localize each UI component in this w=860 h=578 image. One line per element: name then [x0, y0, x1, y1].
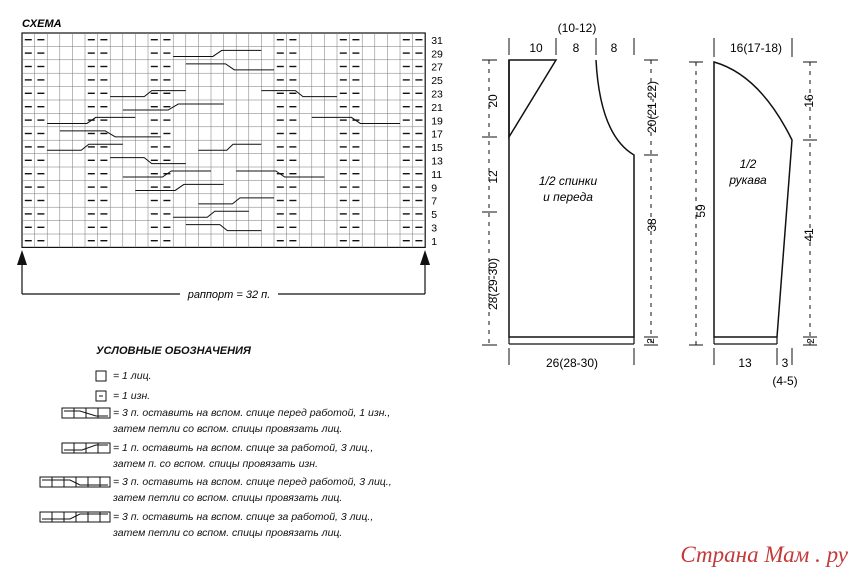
cable-symbol-4-icon: [40, 512, 110, 522]
body-label-line2: и переда: [543, 190, 593, 204]
row-number: 7: [431, 195, 438, 208]
sleeve-bottom-dim-3: (4-5): [772, 374, 798, 388]
sleeve-label-line1: 1/2: [739, 157, 757, 171]
legend-text: = 3 п. оставить на вспом. спице перед работой, 1 изн., затем петли со вспом. спицы провязать лиц.: [113, 407, 391, 435]
cable-symbol-1-icon: [62, 408, 110, 418]
row-numbers: [431, 35, 443, 248]
sleeve-pattern-outline: [714, 62, 792, 337]
legend-text: = 3 п. оставить на вспом. спице перед работой, 3 лиц., затем петли со вспом. спицы провязать лиц.: [113, 476, 392, 504]
sleeve-right-dim-2: 41: [802, 228, 816, 242]
legend-symbols: [40, 371, 110, 522]
site-watermark: Страна Мам . ру: [680, 542, 848, 567]
body-right-dim-3: 2: [646, 338, 657, 344]
body-right-dim-1: 20(21-22): [645, 80, 659, 134]
body-right-dim-2: 38: [645, 218, 659, 232]
repeat-label: раппорт = 32 п.: [187, 289, 271, 301]
row-number: 15: [431, 142, 443, 155]
cable-symbol-3-icon: [40, 477, 110, 487]
legend-text: = 1 изн.: [113, 390, 151, 402]
sleeve-left-dim: 59: [694, 204, 708, 218]
chart-title: СХЕМА: [22, 18, 62, 30]
legend-title: УСЛОВНЫЕ ОБОЗНАЧЕНИЯ: [96, 345, 251, 357]
row-number: 9: [431, 182, 438, 195]
body-top-dim-2: 8: [572, 41, 580, 55]
cable-symbol-2-icon: [62, 443, 110, 453]
knitting-chart-grid: [22, 33, 425, 247]
body-bottom-dim: 26(28-30): [545, 356, 599, 370]
sleeve-bottom-dim-1: 13: [738, 356, 752, 370]
row-number: 11: [431, 168, 443, 181]
sleeve-bottom-dim-2: 3: [781, 356, 789, 370]
row-number: 21: [431, 101, 443, 114]
row-number: 19: [431, 115, 443, 128]
row-number: 23: [431, 88, 443, 101]
row-number: 13: [431, 155, 443, 168]
row-number: 5: [431, 209, 438, 222]
sleeve-right-dim-1: 16: [802, 94, 816, 108]
legend-text: = 3 п. оставить на вспом. спице за работой, 3 лиц., затем петли со вспом. спицы провязать лиц.: [113, 511, 374, 539]
body-top-dim-1: 10: [529, 41, 543, 55]
legend-text: = 1 лиц.: [113, 370, 152, 382]
row-number: 27: [431, 61, 443, 74]
sleeve-label-line2: рукава: [729, 173, 767, 187]
body-left-dim-2: 12: [486, 170, 500, 184]
body-neck-dim: (10-12): [557, 21, 597, 35]
body-left-dim-3: 28(29-30): [486, 257, 500, 311]
repeat-arrow-right: [420, 250, 430, 265]
row-number: 3: [431, 222, 438, 235]
body-left-dim-1: 20: [486, 94, 500, 108]
row-number: 31: [431, 34, 443, 47]
row-number: 1: [431, 235, 438, 248]
row-number: 25: [431, 75, 443, 88]
sleeve-dimension-lines: [689, 38, 817, 365]
body-top-dim-3: 8: [610, 41, 618, 55]
repeat-arrow-left: [17, 250, 27, 265]
sleeve-top-dim: 16(17-18): [729, 41, 783, 55]
sleeve-right-dim-3: 2: [806, 338, 817, 344]
body-label-line1: 1/2 спинки: [538, 174, 598, 188]
legend-text: = 1 п. оставить на вспом. спице за работой, 3 лиц., затем п. со вспом. спицы провязать изн.: [113, 442, 374, 470]
row-number: 17: [431, 128, 443, 141]
knit-cell-icon: [96, 371, 106, 381]
row-number: 29: [431, 48, 443, 61]
